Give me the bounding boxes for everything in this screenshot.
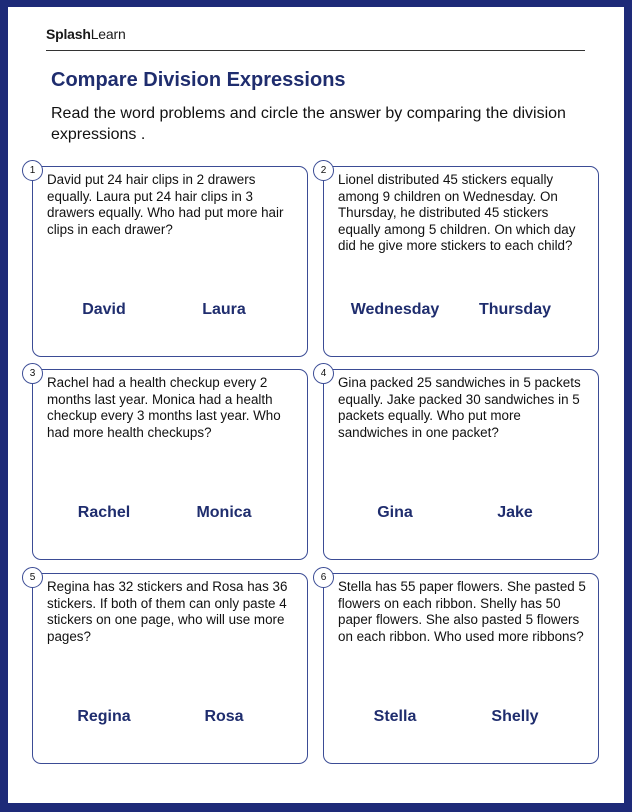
answer-option-stella[interactable]: Stella — [373, 708, 417, 725]
instructions: Read the word problems and circle the answer by comparing the division expressions . — [51, 105, 566, 143]
problem-card-5 — [29, 572, 308, 764]
answer-option-laura[interactable]: Laura — [202, 301, 246, 318]
problem-card-3 — [29, 368, 308, 560]
problem-question: Rachel had a health checkup every 2 months last year. Monica had a health checkup every 3 months last year. Who had more health checkups? — [47, 375, 281, 440]
problem-number: 6 — [313, 567, 334, 588]
answer-option-gina[interactable]: Gina — [377, 504, 413, 521]
answer-option-david[interactable]: David — [82, 301, 126, 318]
brand-logo-learn: Learn — [90, 26, 126, 42]
problem-card-1 — [29, 165, 308, 357]
answer-option-shelly[interactable]: Shelly — [491, 708, 539, 725]
problem-question: Lionel distributed 45 stickers equally among 9 children on Wednesday. On Thursday, he distributed 45 stickers equally among 5 children. On which day did he give more stickers to each child? — [338, 172, 576, 254]
problem-number: 5 — [22, 567, 43, 588]
answer-option-wednesday[interactable]: Wednesday — [350, 301, 440, 318]
brand-logo — [46, 26, 126, 42]
problem-card-2 — [320, 165, 599, 357]
answer-option-jake[interactable]: Jake — [497, 504, 533, 521]
answer-option-rachel[interactable]: Rachel — [77, 504, 131, 521]
worksheet-page — [8, 7, 624, 803]
problem-question: Gina packed 25 sandwiches in 5 packets equally. Jake packed 30 sandwiches in 5 packets equally. Who put more sandwiches in one packet? — [338, 375, 581, 440]
problem-number: 3 — [22, 363, 43, 384]
problem-question: Stella has 55 paper flowers. She pasted 5 flowers on each ribbon. Shelly has 50 paper flowers. She also pasted 5 flowers on each ribbon. Who used more ribbons? — [338, 579, 586, 644]
problem-number: 2 — [313, 160, 334, 181]
answer-option-rosa[interactable]: Rosa — [204, 708, 244, 725]
problem-question: David put 24 hair clips in 2 drawers equally. Laura put 24 hair clips in 3 drawers equally. Who had put more hair clips in each drawer? — [47, 172, 284, 237]
problem-card-4 — [320, 368, 599, 560]
answer-option-regina[interactable]: Regina — [77, 708, 131, 725]
brand-logo-splash: Splash — [46, 26, 91, 42]
problem-card-6 — [320, 572, 599, 764]
page-title: Compare Division Expressions — [51, 69, 346, 91]
answer-option-monica[interactable]: Monica — [196, 504, 252, 521]
answer-option-thursday[interactable]: Thursday — [478, 301, 551, 318]
problem-number: 4 — [313, 363, 334, 384]
header-divider — [46, 50, 585, 51]
problem-number: 1 — [22, 160, 43, 181]
problem-question: Regina has 32 stickers and Rosa has 36 stickers. If both of them can only paste 4 stickers on one page, who will use more pages? — [47, 579, 288, 644]
